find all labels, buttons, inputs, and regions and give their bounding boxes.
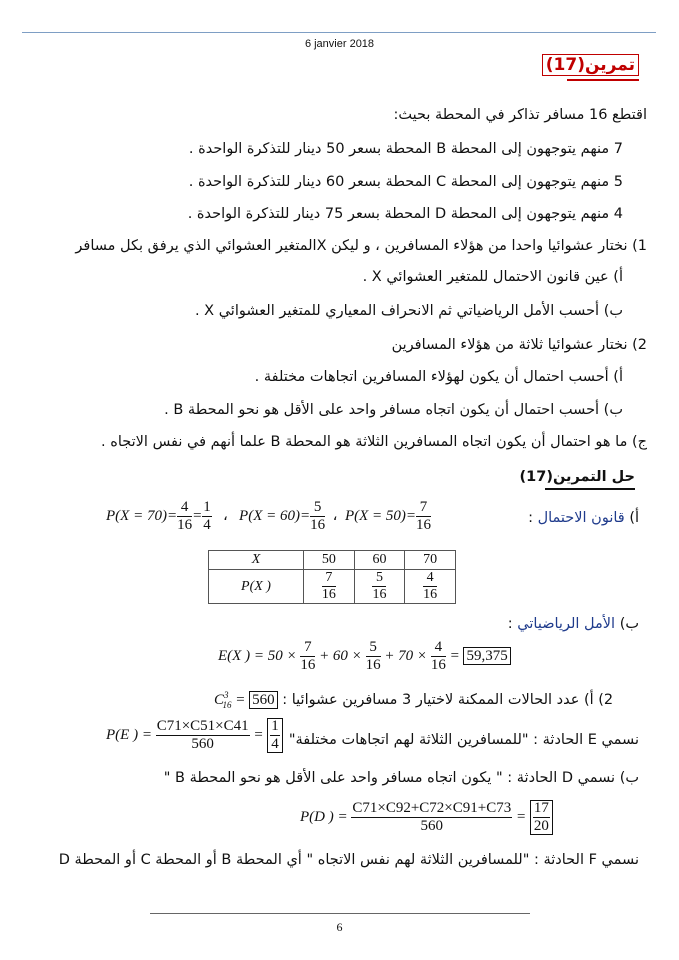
question-2: 2) نختار عشوائيا ثلاثة من هؤلاء المسافرين: [391, 337, 647, 353]
question-1: 1) نختار عشوائيا واحدا من هؤلاء المسافرين ، و ليكن Xالمتغير العشوائي الذي يرفق بكل مسافر: [75, 238, 647, 254]
question-2c: ج) ما هو احتمال أن يكون اتجاه المسافرين الثلاثة هو المحطة B علما أنهم في نفس الاتجاه .: [101, 434, 647, 450]
group-b: 7 منهم يتوجهون إلى المحطة B المحطة بسعر 50 دينار للتذكرة الواحدة .: [188, 141, 623, 157]
table-cell-p-60: $\frac{5}{16}$: [354, 570, 405, 604]
group-c: 5 منهم يتوجهون إلى المحطة C المحطة بسعر 60 دينار للتذكرة الواحدة .: [188, 174, 623, 190]
table-cell-p-70: $\frac{4}{16}$: [405, 570, 456, 604]
event-e-equation: P(E ) = $\frac{C71\times C51\times C41}{560}$ = $\frac{1}{4}$: [106, 718, 283, 753]
event-f-text: نسمي F الحادثة : "للمسافرين الثلاثة لهم نفس الاتجاه " أي المحطة B أو المحطة C أو المحطة D: [58, 852, 639, 868]
table-cell-x-70: 70: [405, 551, 456, 570]
expectation-label: الأمل الرياضياتي: [517, 616, 616, 632]
table-row-p: [209, 570, 456, 604]
solution-title: حل التمرين(17): [519, 469, 635, 485]
law-label: قانون الاحتمال: [537, 510, 625, 526]
cases-formula: $C^3_{16} = 560$: [214, 692, 278, 708]
exercise-title-underline: [567, 79, 639, 81]
law-heading: [528, 510, 639, 526]
expectation-heading: [508, 616, 639, 632]
law-eq-70: P(X = 70)= $\frac{4}{16}$ = $\frac{1}{4}$: [106, 499, 211, 533]
question-1a: أ) عين قانون الاحتمال للمتغير العشوائي X .: [362, 269, 623, 285]
expectation-result: 59,375: [463, 647, 510, 665]
table-row-x: [209, 551, 456, 570]
event-d-text: ب) نسمي D الحادثة : " يكون اتجاه مسافر واحد على الأقل هو نحو المحطة B ": [163, 770, 639, 786]
table-cell-x-label: X: [209, 551, 304, 570]
cases-text: 2) أ) عدد الحالات الممكنة لاختيار 3 مسافرين عشوائيا :: [282, 692, 614, 708]
question-2a: أ) أحسب احتمال أن يكون لهؤلاء المسافرين اتجاهات مختلفة .: [254, 369, 623, 385]
solution-title-underline: [545, 488, 635, 490]
law-eq-50: P(X = 50)= $\frac{7}{16}$: [344, 499, 431, 533]
expectation-prefix: ب): [619, 616, 639, 632]
exercise-intro: اقتطع 16 مسافر تذاكر في المحطة بحيث:: [393, 107, 647, 123]
law-equations: P(X = 70)= $\frac{4}{16}$ = $\frac{1}{4}$ ، P(X = 60)= $\frac{5}{16}$ ، P(X = 50)= $\frac{7}{16}$: [106, 499, 431, 533]
group-d: 4 منهم يتوجهون إلى المحطة D المحطة بسعر 75 دينار للتذكرة الواحدة .: [187, 206, 623, 222]
expectation-colon: :: [507, 616, 513, 632]
table-cell-x-60: 60: [354, 551, 405, 570]
expectation-equation: E(X ) = 50 × $\frac{7}{16}$ + 60 × $\frac{5}{16}$ + 70 × $\frac{4}{16}$ = 59,375: [218, 640, 511, 673]
event-d-equation: P(D ) = $\frac{C71\times C92+C72\times C91+C73}{560}$ = $\frac{17}{20}$: [300, 800, 553, 835]
table-cell-x-50: 50: [304, 551, 355, 570]
exercise-title: تمرين(17): [542, 54, 639, 76]
footer-rule: [150, 913, 530, 914]
law-colon: :: [528, 510, 533, 526]
header-rule: [22, 32, 656, 33]
event-e-text: نسمي E الحادثة : "للمسافرين الثلاثة لهم اتجاهات مختلفة": [288, 732, 639, 748]
header-date: 6 janvier 2018: [304, 38, 375, 50]
cases-line: [214, 690, 613, 710]
law-prefix: أ): [629, 510, 639, 526]
page-number: 6: [336, 920, 343, 934]
cases-result: 560: [249, 691, 278, 709]
table-cell-p-label: P(X ): [209, 570, 304, 604]
question-2b: ب) أحسب احتمال أن يكون اتجاه مسافر واحد على الأقل هو نحو المحطة B .: [164, 402, 623, 418]
probability-law-table: [208, 550, 456, 604]
table-cell-p-50: $\frac{7}{16}$: [304, 570, 355, 604]
question-1b: ب) أحسب الأمل الرياضياتي ثم الانحراف المعياري للمتغير العشوائي X .: [194, 303, 623, 319]
law-eq-60: P(X = 60)= $\frac{5}{16}$: [239, 499, 326, 533]
